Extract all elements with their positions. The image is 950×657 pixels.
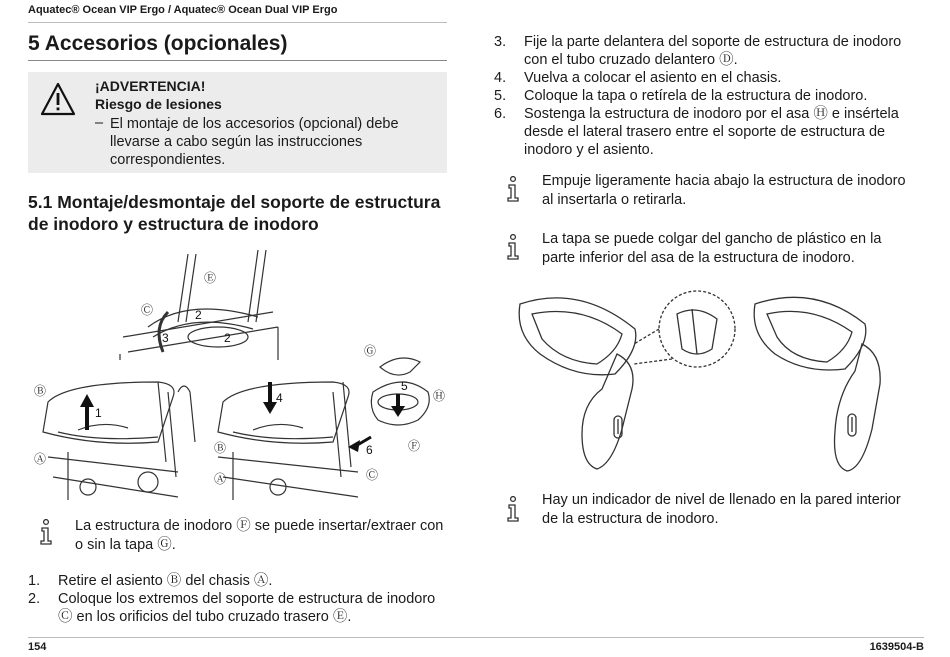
label-1: 1	[95, 406, 102, 420]
section-divider	[28, 60, 447, 61]
steps-list-right	[494, 33, 906, 159]
info-icon	[506, 176, 520, 202]
note-push-down: Empuje ligeramente hacia abajo la estructura de inodoro al insertarla o retirarla.	[542, 173, 906, 208]
list-item: 3. Fije la parte delantera del soporte de estructura de inodoro con el tubo cruzado delantero Ⓓ.	[494, 34, 902, 68]
warning-text: El montaje de los accesorios (opcional) debe llevarse a cabo según las instrucciones correspondientes.	[110, 116, 399, 168]
label-a-right: Ⓐ	[214, 472, 227, 486]
page-number: 154	[28, 641, 47, 653]
label-3: 3	[162, 331, 169, 345]
list-item: 4. Vuelva a colocar el asiento en el chasis.	[494, 70, 782, 86]
label-b-left: Ⓑ	[34, 384, 47, 398]
header-divider	[28, 22, 447, 23]
note-hang-lid: La tapa se puede colgar del gancho de plástico en la parte inferior del asa de la estructura de inodoro.	[542, 231, 882, 266]
toilet-bowl-drawing-left	[519, 298, 636, 469]
label-g: Ⓖ	[364, 344, 377, 358]
label-h: Ⓗ	[433, 389, 446, 403]
label-6: 6	[366, 443, 373, 457]
toilet-bowl-drawing-right	[754, 297, 880, 471]
hook-detail-drawing	[677, 309, 717, 354]
label-a-left: Ⓐ	[34, 452, 47, 466]
label-e-top: Ⓔ	[204, 271, 217, 285]
label-b-right: Ⓑ	[214, 441, 227, 455]
note-fill-level: Hay un indicador de nivel de llenado en la pared interior de la estructura de inodoro.	[542, 492, 901, 527]
label-5: 5	[401, 379, 408, 393]
subsection-title: 5.1 Montaje/desmontaje del soporte de estructura de inodoro y estructura de inodoro	[28, 192, 441, 234]
label-2a: 2	[195, 308, 202, 322]
list-item: 6. Sostenga la estructura de inodoro por el asa Ⓗ e insértela desde el lateral trasero entre el soporte de estructura de inodoro y el asiento.	[494, 106, 899, 158]
warning-subtitle: Riesgo de lesiones	[95, 96, 222, 112]
warning-box	[28, 72, 447, 173]
seat-drawing-right	[218, 382, 358, 500]
steps-list-left	[28, 572, 448, 626]
mounting-illustration	[28, 242, 453, 504]
warning-dash: –	[95, 115, 104, 131]
info-icon	[506, 234, 520, 260]
footer-divider	[28, 637, 924, 638]
list-item: 1. Retire el asiento Ⓑ del chasis Ⓐ.	[28, 573, 273, 589]
toilet-lid-illustration	[512, 284, 922, 479]
info-icon	[506, 496, 520, 522]
list-item: 5. Coloque la tapa o retírela de la estructura de inodoro.	[494, 88, 868, 104]
label-4: 4	[276, 391, 283, 405]
label-f: Ⓕ	[408, 439, 421, 453]
document-number: 1639504-B	[869, 641, 924, 653]
seat-drawing-left	[43, 382, 195, 500]
info-icon	[39, 519, 53, 545]
note-insert-toilet: La estructura de inodoro Ⓕ se puede insertar/extraer con o sin la tapa Ⓖ.	[75, 518, 444, 553]
running-header: Aquatec® Ocean VIP Ergo / Aquatec® Ocean Dual VIP Ergo	[28, 4, 338, 16]
detail-magnifier	[659, 291, 735, 367]
label-c-top: Ⓒ	[141, 303, 154, 317]
label-2b: 2	[224, 331, 231, 345]
warning-title: ¡ADVERTENCIA!	[95, 78, 206, 94]
warning-triangle-icon	[40, 82, 76, 116]
label-c-bottom: Ⓒ	[366, 468, 379, 482]
list-item: 2. Coloque los extremos del soporte de estructura de inodoro Ⓒ en los orificios del tubo cruzado trasero Ⓔ.	[28, 591, 436, 625]
section-title: 5 Accesorios (opcionales)	[28, 32, 288, 55]
